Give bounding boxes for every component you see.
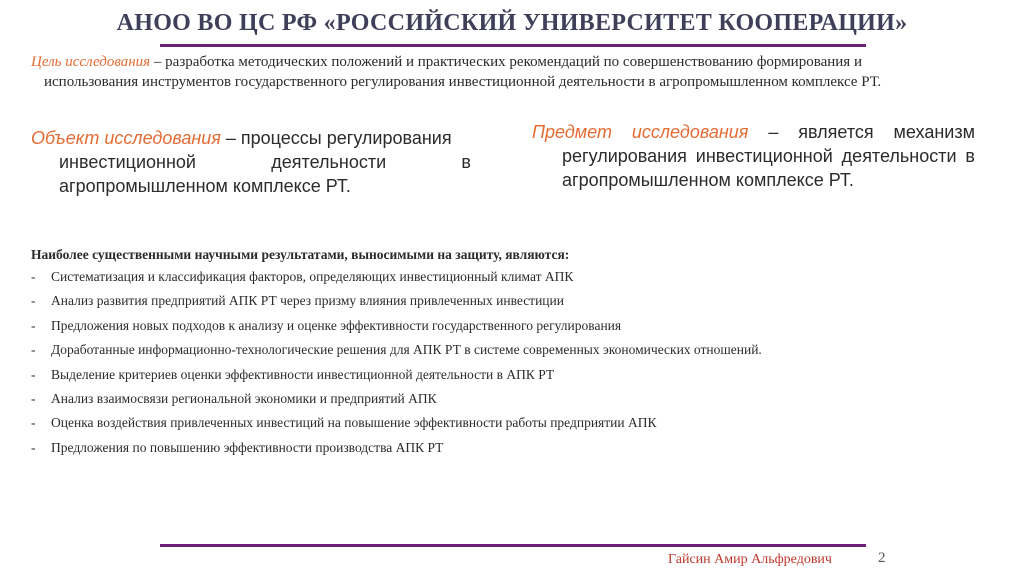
goal-label: Цель исследования	[31, 54, 151, 70]
goal-text-cont: использования инструментов государственного регулирования инвестиционной деятельности в агропромышленном комплексе РТ.	[44, 74, 882, 90]
list-item-text: Предложения по повышению эффективности производства АПК РТ	[51, 439, 444, 455]
bullet-dash: -	[31, 269, 36, 284]
research-goal	[31, 52, 1006, 92]
object-text-line2: инвестиционной деятельности в	[59, 152, 471, 172]
list-item-text: Выделение критериев оценки эффективности инвестиционной деятельности в АПК РТ	[51, 366, 555, 382]
results-section	[31, 246, 931, 463]
list-item-text: Предложения новых подходов к анализу и оценке эффективности государственного регулирования	[51, 317, 622, 333]
page-number: 2	[878, 550, 886, 566]
subject-label: Предмет исследования	[532, 122, 749, 142]
goal-text-line1: – разработка методических положений и практических рекомендаций по совершенствованию формирования и	[150, 54, 862, 70]
results-list	[31, 268, 931, 463]
list-item	[31, 268, 931, 292]
bullet-dash: -	[31, 366, 36, 382]
object-text-line1: – процессы регулирования	[220, 128, 452, 148]
list-item	[31, 366, 931, 390]
bullet-dash: -	[31, 317, 36, 333]
bullet-dash: -	[31, 439, 36, 455]
list-item	[31, 390, 931, 414]
list-item-text: Систематизация и классификация факторов, определяющих инвестиционный климат АПК	[51, 269, 574, 284]
top-divider	[160, 44, 866, 47]
bullet-dash: -	[31, 415, 36, 431]
list-item-text: Анализ развития предприятий АПК РТ через призму влияния привлеченных инвестиции	[51, 293, 564, 309]
bullet-dash: -	[31, 390, 36, 406]
list-item	[31, 414, 931, 438]
list-item-text: Доработанные информационно-технологические решения для АПК РТ в системе современных экономических отношений.	[51, 342, 762, 358]
footer-author: Гайсин Амир Альфредович	[668, 552, 832, 567]
list-item	[31, 317, 931, 341]
research-subject	[532, 120, 975, 192]
list-item	[31, 341, 931, 365]
list-item-text: Оценка воздействия привлеченных инвестиций на повышение эффективности работы предприятии АПК	[51, 415, 657, 431]
subject-text-cont: регулирования инвестиционной деятельности в агропромышленном комплексе РТ.	[562, 146, 975, 190]
object-label: Объект исследования	[31, 128, 221, 148]
list-item	[31, 439, 931, 463]
research-object	[31, 126, 471, 198]
subject-text-line1: – является механизм	[748, 122, 975, 142]
list-item-text: Анализ взаимосвязи региональной экономики и предприятий АПК	[51, 390, 437, 406]
object-text-line3: агропромышленном комплексе РТ.	[59, 176, 351, 196]
bottom-divider	[160, 544, 866, 547]
bullet-dash: -	[31, 342, 36, 358]
list-item	[31, 292, 931, 316]
slide-title: АНОО ВО ЦС РФ «РОССИЙСКИЙ УНИВЕРСИТЕТ КООПЕРАЦИИ»	[116, 10, 908, 36]
results-heading: Наиболее существенными научными результатами, выносимыми на защиту, являются:	[31, 247, 570, 262]
bullet-dash: -	[31, 293, 36, 309]
